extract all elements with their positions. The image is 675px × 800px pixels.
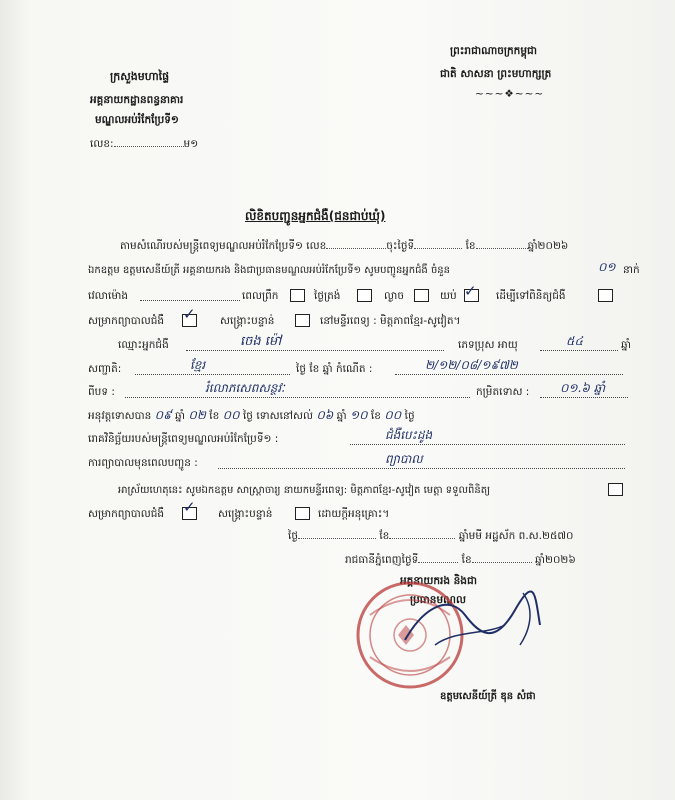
- evening-checkbox[interactable]: [414, 289, 429, 302]
- kingdom-name: ព្រះរាជាណាចក្រកម្ពុជា: [450, 45, 538, 57]
- dob-label: ថ្ងៃ ខែ ឆ្នាំ កំណើត :: [296, 363, 373, 375]
- department-name: អគ្គនាយកដ្ឋានពន្ធនាគារ: [90, 94, 184, 106]
- night-check-mark-icon: ✓: [464, 282, 477, 300]
- emergency-checkbox[interactable]: [295, 314, 310, 327]
- purpose-label: ដើម្បីទៅពិនិត្យជំងឺ: [496, 290, 566, 302]
- examine-checkbox[interactable]: [598, 289, 613, 302]
- emergency-label: សង្គ្រោះបន្ទាន់: [220, 315, 275, 327]
- referral-statement: ឯកឧត្តម ឧត្តមសេនីយ៍ត្រី អគ្គនាយករង និងជាប្រធានមណ្ឌលអប់រំកែប្រែទី១ សូមបញ្ជូនអ្នកជំងឺ ចំនួន: [88, 265, 450, 276]
- treatment-check-mark-icon: ✓: [183, 305, 196, 323]
- request-closing: ដោយក្តីអនុគ្រោះ។: [318, 508, 390, 520]
- document-title: លិខិតបញ្ជូនអ្នកជំងឺ(ជនជាប់ឃុំ): [245, 209, 386, 223]
- signature-title: អគ្គនាយករង និងជា: [400, 575, 477, 587]
- detention-line: អនុវត្តទោសបាន ០៩ ឆ្នាំ ០២ ខែ ០០ ថ្ងៃ ទោសនៅសល់ ០៦ ឆ្នាំ ១០ ខែ ០០ ថ្ងៃ: [88, 408, 415, 422]
- request-statement: អាស្រ័យហេតុនេះ សូមឯកឧត្តម សាស្ត្រាចារ្យ នាយកមន្ទីរពេទ្យ: មិត្តភាពខ្មែរ-សូវៀត មេត្តា ទទួលពិនិត្យ: [118, 485, 491, 496]
- time-label: វេលាម៉ោង: [88, 290, 128, 302]
- hospital-label: នៅមន្ទីរពេទ្យ : មិត្តភាពខ្មែរ-សូវៀត។: [320, 315, 461, 327]
- count-unit: នាក់: [623, 264, 640, 276]
- diagnosis-label: រោគវិនិច្ឆ័យរបស់មន្ត្រីពេទ្យមណ្ឌលអប់រំកែប្រែទី១ :: [88, 433, 279, 445]
- morning-checkbox[interactable]: [290, 289, 305, 302]
- noon-checkbox[interactable]: [357, 289, 372, 302]
- request-emergency-checkbox[interactable]: [295, 507, 310, 520]
- nationality-label: សញ្ជាតិ:: [88, 363, 122, 375]
- request-origin-line: តាមសំណើរបស់មន្ត្រីពេទ្យមណ្ឌលអប់រំកែប្រែទី១ លេខ ចុះថ្ងៃទី ខែ ឆ្នាំ២០២៦: [120, 240, 569, 252]
- ministry-name: ក្រសួងមហាផ្ទៃ: [110, 70, 170, 83]
- patient-name-value: ចេង ម៉ៅ: [240, 334, 282, 349]
- diagnosis-value: ជំងឺបេះដូង: [385, 428, 433, 442]
- request-examine-checkbox[interactable]: [608, 483, 623, 496]
- reference-number: លេខ: ម១: [90, 138, 199, 150]
- nationality-value: ខ្មែរ: [190, 358, 206, 372]
- patient-count: ០១: [598, 260, 616, 274]
- request-emergency-label: សង្គ្រោះបន្ទាន់: [218, 508, 273, 520]
- sentence-label: កម្រិតទោស :: [476, 386, 530, 398]
- prior-treatment-value: ព្យាបាល: [385, 452, 423, 466]
- night-label: យប់: [440, 290, 457, 302]
- signer-name: ឧត្តមសេនីយ៍ត្រី ឌុន សំផា: [440, 691, 536, 702]
- noon-label: ថ្ងៃត្រង់: [314, 290, 341, 302]
- dob-value: ២/១២/០៨/១៩៧២: [425, 358, 518, 372]
- request-treatment-label: សម្រាកព្យាបាលជំងឺ: [88, 508, 165, 520]
- patient-name-label: ឈ្មោះអ្នកជំងឺ: [118, 339, 169, 351]
- sentence-value: ០១.៦ ឆ្នាំ: [560, 381, 606, 395]
- lunar-date-line: ថ្ងៃ ខែ ឆ្នាំមមី អដ្ឋស័ក ព.ស.២៥៧០: [288, 530, 574, 542]
- offense-label: ពីបទ :: [88, 386, 115, 398]
- center-name: មណ្ឌលអប់រំកែប្រែទី១: [95, 114, 179, 126]
- offense-value: រំលោភសេពសន្ថវៈ: [205, 381, 285, 395]
- prior-treatment-label: ការព្យាបាលមុនពេលបញ្ជូន :: [88, 457, 198, 469]
- treatment-label: សម្រាកព្យាបាលជំងឺ: [88, 315, 165, 327]
- sex-age-label: ភេទប្រុស អាយុ: [458, 339, 518, 351]
- morning-label: ពេលព្រឹក: [242, 290, 279, 302]
- signature-icon: [395, 585, 545, 665]
- signature-subtitle: ប្រធានមណ្ឌល: [410, 594, 466, 606]
- age-value: ៥៤: [566, 334, 583, 348]
- national-motto: ជាតិ សាសនា ព្រះមហាក្សត្រ: [440, 68, 552, 80]
- solar-date-line: រាជធានីភ្នំពេញថ្ងៃទី ខែ ឆ្នាំ២០២៦: [345, 554, 576, 566]
- request-treatment-check-mark-icon: ✓: [183, 498, 196, 516]
- motto-ornament: ~~~❖~~~: [475, 88, 545, 100]
- evening-label: ល្ងាច: [384, 290, 404, 302]
- year-unit: ឆ្នាំ: [621, 339, 631, 351]
